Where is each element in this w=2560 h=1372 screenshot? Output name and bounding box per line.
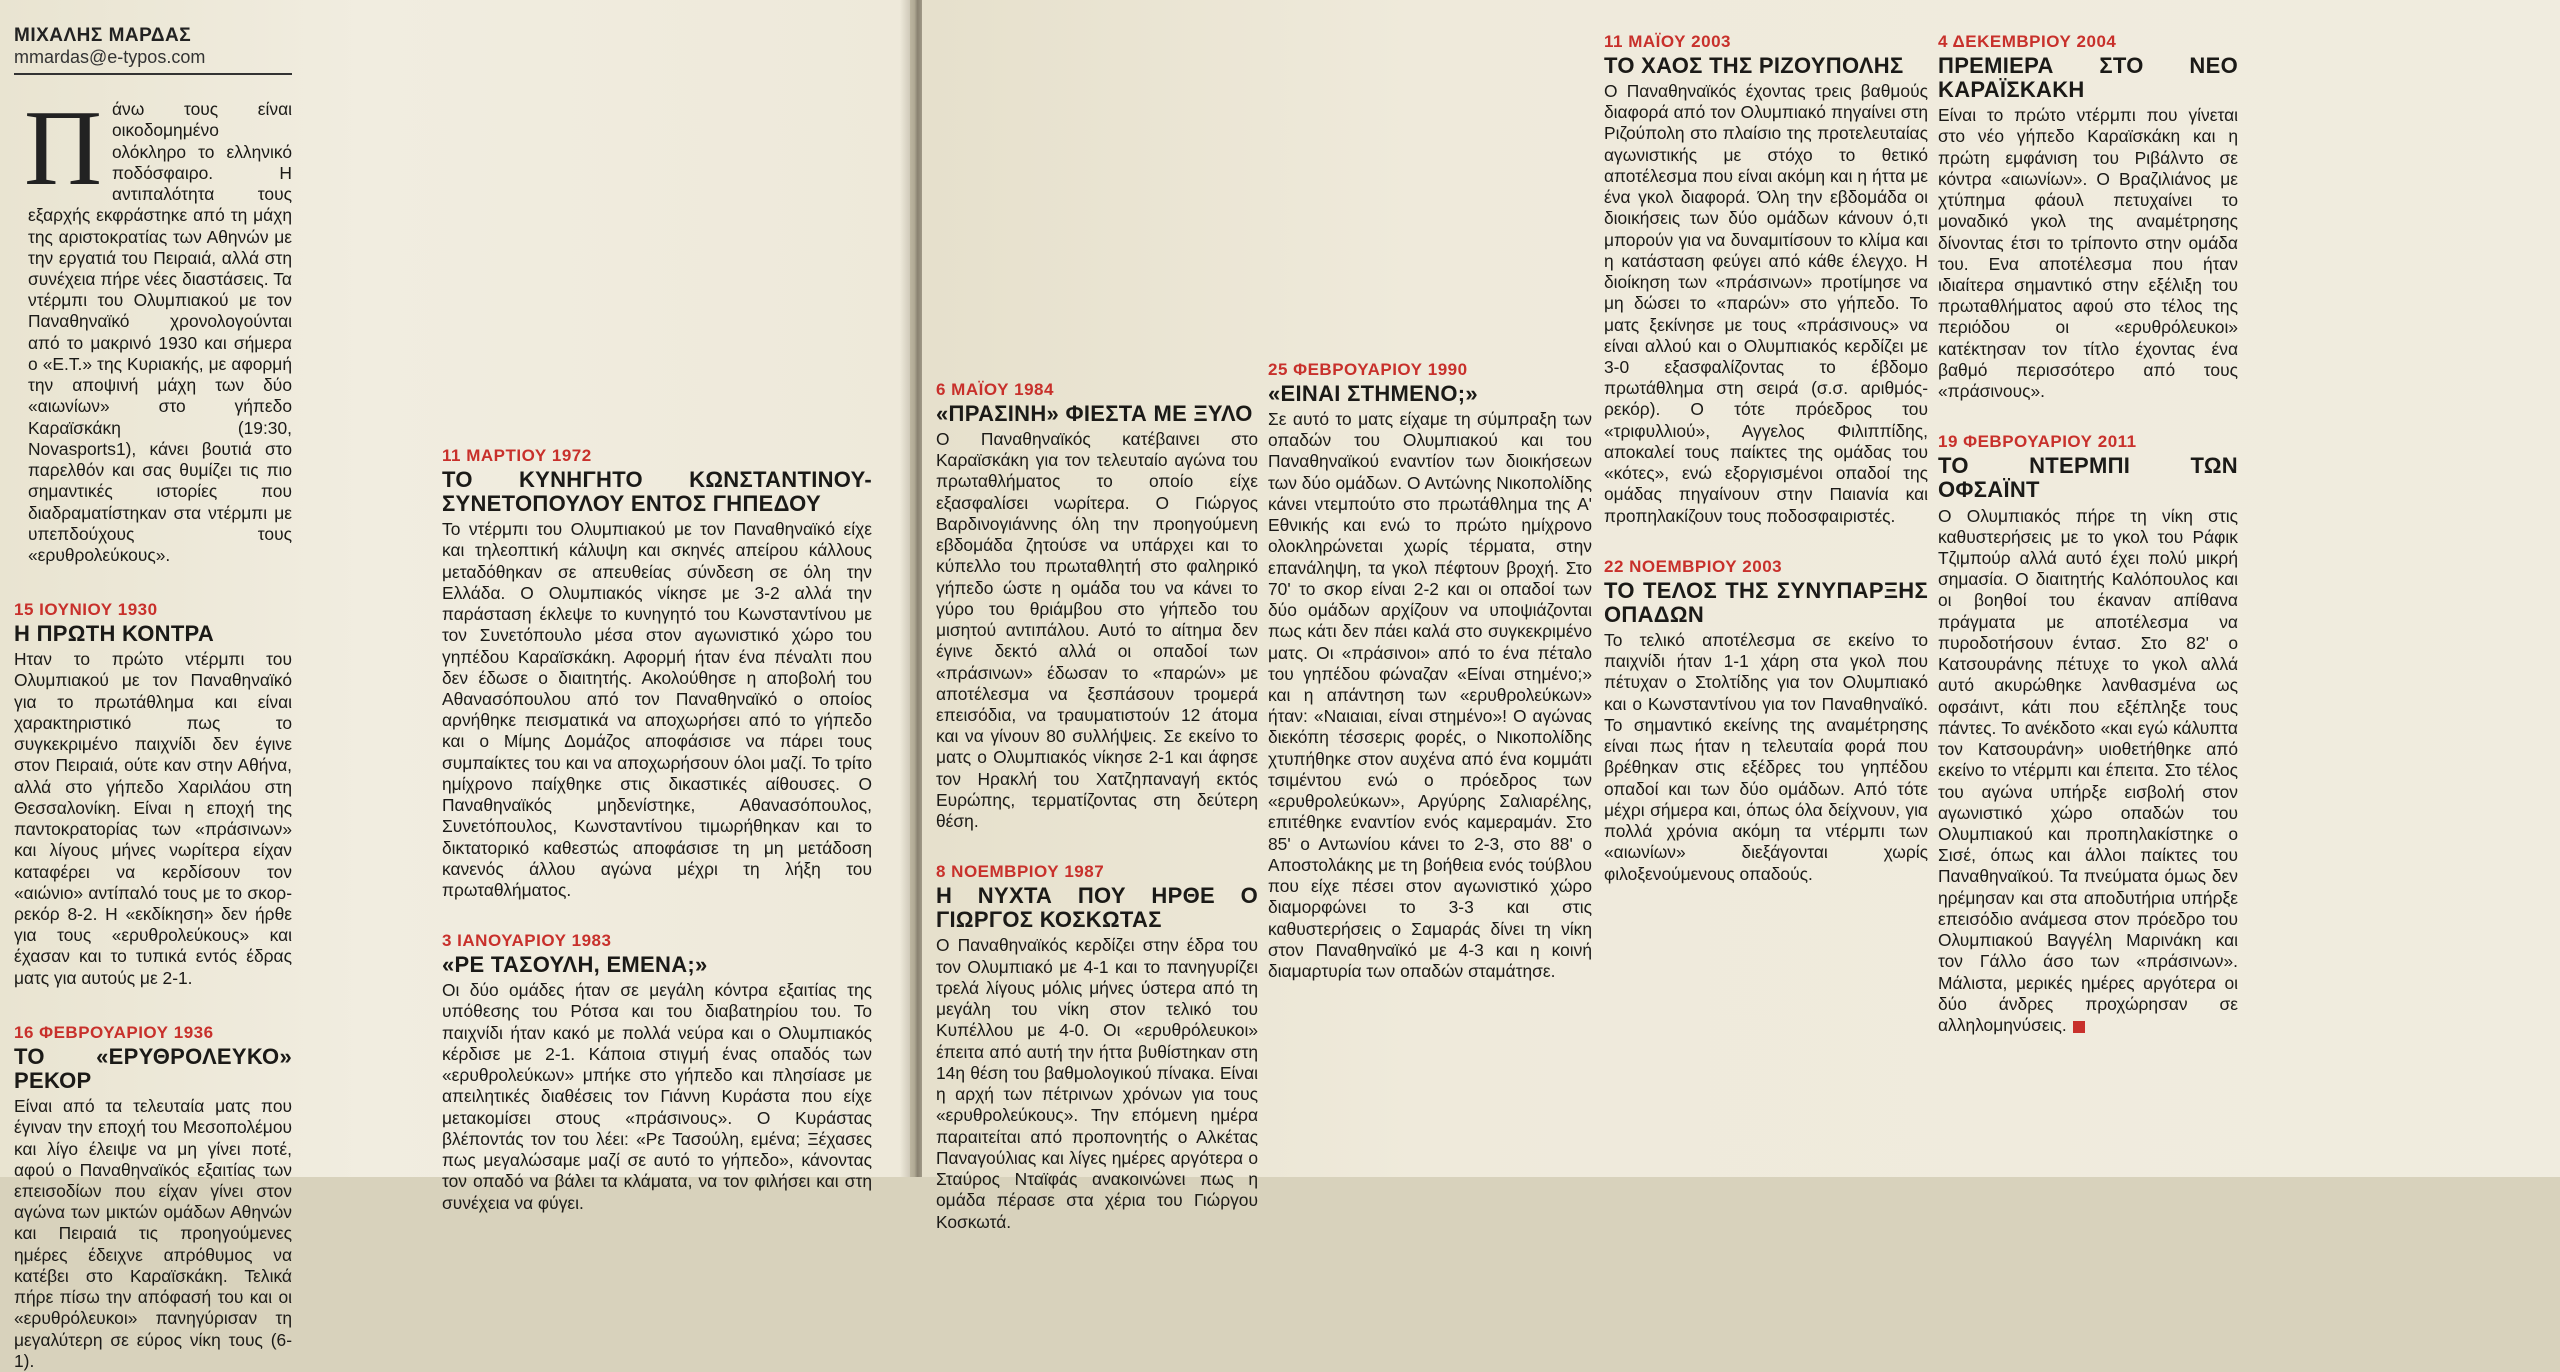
section-1990 (1268, 360, 1592, 982)
section-date: 11 ΜΑΡΤΙΟΥ 1972 (442, 446, 592, 465)
section-text: Ο Παναθηναϊκός κατέβαινει στο Καραϊσκάκη για τον τελευταίο αγώνα του πρωταθλήματος το οποίο είχε εξασφαλίσει νωρίτερα. Ο Γιώργος Βαρδινογιάννης όλη την προηγούμενη εβδομάδα ζητούσε να υπάρχει και το κύπελλο του πρωταθλητή στο φαληρικό γήπεδο ώστε η ομάδα του να κάνει το γύρο του θριάμβου στο γήπεδο του μισητού αντιπάλου. Αυτό το αίτημα δεν έγινε δεκτό αλλά οι οπαδοί των «πράσινων» έδωσαν το «παρών» με αποτέλεσμα να ξεσπάσουν τρομερά επεισόδια, να τραυματιστούν 12 άτομα και να γίνουν 80 συλλήψεις. Σε εκείνο το ματς ο Ολυμπιακός νίκησε 2-1 και άφησε τον Ηρακλή του Χατζηπαναγή εκτός Ευρώπης, τερματίζοντας στη δεύτερη θέση. (936, 428, 1258, 832)
section-text: Είναι το πρώτο ντέρμπι που γίνεται στο νέο γήπεδο Καραϊσκάκη και η πρώτη εμφάνιση του Ριβάλντο σε κόντρα «αιωνίων». Ο Βραζιλιάνος με χτύπημα φάουλ πετυχαίνει το μοναδικό γκολ της αναμέτρησης δίνοντας έτσι το τρίποντο στην ομάδα του. Ενα αποτέλεσμα που ήταν ιδιαίτερα σημαντικό στην εξέλιξη του πρωταθλήματος αφού στο τέλος της περιόδου οι «ερυθρόλευκοι» κατέκτησαν τον τίτλο έχοντας ένα βαθμό περισσότερο από τους «πράσινους». (1938, 105, 2238, 402)
section-date: 11 ΜΑΪΟΥ 2003 (1604, 32, 1731, 51)
section-date: 6 ΜΑΪΟΥ 1984 (936, 380, 1054, 399)
section-1983 (442, 931, 872, 1214)
section-title: ΤΟ ΚΥΝΗΓΗΤΟ ΚΩΝΣΤΑΝΤΙΝΟΥ-ΣΥΝΕΤΟΠΟΥΛΟΥ ΕΝΤΟΣ ΓΗΠΕΔΟΥ (442, 466, 872, 516)
intro-text: άνω τους είναι οικοδομημένο ολόκληρο το ελληνικό ποδόσφαιρο. Η αντιπαλότητα τους εξαρχής εκφράστηκε από τη μάχη της αριστοκρατίας των Αθηνών με την εργατιά του Πειραιά, αλλά στη συνέχεια πήρε νέες διαστάσεις. Τα ντέρμπι του Ολυμπιακού με τον Παναθηναϊκό χρονολογούνται από το μακρινό 1930 και σήμερα ο «Ε.Τ.» της Κυριακής, με αφορμή την αποψινή μάχη των δύο «αιωνίων» στο γήπεδο Καραϊσκάκη (19:30, Novasports1), κάνει βουτιά στο παρελθόν και σας θυμίζει τις πιο σημαντικές ιστορίες που διαδραματίστηκαν στα ντέρμπι με υπεπδούχους τους «ερυθρολεύκους». (28, 99, 292, 566)
drop-cap: Π (24, 89, 102, 209)
section-title: Η ΝΥΧΤΑ ΠΟΥ ΗΡΘΕ Ο ΓΙΩΡΓΟΣ ΚΟΣΚΩΤΑΣ (936, 883, 1258, 933)
section-2003-may (1604, 32, 1928, 527)
section-date: 15 ΙΟΥΝΙΟΥ 1930 (14, 600, 158, 620)
column-3 (936, 30, 1258, 1232)
section-text: Το ντέρμπι του Ολυμπιακού με τον Παναθηναϊκό είχε και τηλεοπτική κάλυψη και σκηνές απείρου κάλλους μεταδόθηκαν σε απευθείας σύνδεση σε όλη την Ελλάδα. Ο Ολυμπιακός νίκησε με 3-2 αλλά την παράσταση έκλεψε το κυνηγητό του Κωνσταντίνου με τον Συνετόπουλο μέσα στον αγωνιστικό χώρο του γηπέδου Καραϊσκάκη. Αφορμή ήταν ένα πέναλτι που δεν έδωσε ο διαιτητής. Ακολούθησε η αποβολή του Αθανασόπουλου από τον Παναθηναϊκό ο οποίος αρνήθηκε πεισματικά να αποχωρήσει από το γήπεδο και ο Μίμης Δομάζος αποφάσισε να πάρει τους συμπαίκτες του και να αποχωρήσουν όλοι μαζί. Το τρίτο ημίχρονο παίχθηκε στις δικαστικές αίθουσες. Ο Παναθηναϊκός μηδενίστηκε, Αθανασόπουλος, Συνετόπουλος, Κωνσταντίνου τιμωρήθηκαν και το δικτατορικό καθεστώς αποφάσισε τη μη μετάδοση κανενός άλλου αγώνα μέχρι τη λήξη του πρωταθλήματος. (442, 519, 872, 901)
section-title: «ΡΕ ΤΑΣΟΥΛΗ, ΕΜΕΝΑ;» (442, 952, 708, 978)
intro (14, 89, 292, 566)
section-2011 (1938, 432, 2238, 1036)
section-title: ΤΟ ΝΤΕΡΜΠΙ ΤΩΝ ΟΦΣΑΪΝΤ (1938, 453, 2238, 503)
section-1987 (936, 862, 1258, 1232)
section-text: Σε αυτό το ματς είχαμε τη σύμπραξη των οπαδών του Ολυμπιακού και του Παναθηναϊκού εναντίον των διοικήσεων των δύο ομάδων. Ο Αντώνης Νικοπολίδης κάνει ντεμπούτο στο πρωτάθλημα της Α' Εθνικής και ενώ το πρώτο ημίχρονο ολοκληρώνεται χωρίς τέρματα, στην επανάληψη, τα γκολ πέφτουν βροχή. Στο 70' το σκορ είναι 2-2 και οι οπαδοί των δύο ομάδων αρχίζουν να υποψιάζονται πως κάτι δεν πάει καλά στο συγκεκριμένο ματς. Οι «πράσινοι» από το ένα πέταλο του γηπέδου φώναζαν «Είναι στημένο;» και η απάντηση των «ερυθρολεύκων» ήταν: «Ναιαιαι, είναι στημένο»! Ο αγώνας διεκόπη τέσσερις φορές, ο Νικοπολίδης χτυπήθηκε στον αυχένα από ένα κομμάτι τσιμέντου ενώ ο πρόεδρος των «ερυθρολεύκων», Αργύρης Σαλιαρέλης, επιτέθηκε εναντίον ενός καμεραμάν. Στο 85' ο Αντωνίου κάνει το 2-3, στο 88' ο Αποστολάκης με τη βοήθεια ενός τούβλου που είχε πέσει στον αγωνιστικό χώρο διαμορφώνει το 3-3 και στις καθυστερήσεις ο Σαμαράς δίνει τη νίκη στον Παναθηναϊκό με 4-3 και η κοινή διαμαρτυρία των οπαδών σταμάτησε. (1268, 408, 1592, 982)
section-date: 25 ΦΕΒΡΟΥΑΡΙΟΥ 1990 (1268, 360, 1468, 379)
section-date: 8 ΝΟΕΜΒΡΙΟΥ 1987 (936, 862, 1105, 882)
section-title: ΤΟ «ΕΡΥΘΡΟΛΕΥΚΟ» ΡΕΚΟΡ (14, 1043, 292, 1093)
section-title: ΤΟ ΤΕΛΟΣ ΤΗΣ ΣΥΝΥΠΑΡΞΗΣ ΟΠΑΔΩΝ (1604, 577, 1928, 627)
section-text-body: Ο Ολυμπιακός πήρε τη νίκη στις καθυστερήσεις με το γκολ του Ράφικ Τζιμπούρ αλλά αυτό έχει πολύ μικρή σημασία. Ο διαιτητής Καλόπουλος και οι βοηθοί του έκαναν απίθανα πράγματα με αποτέλεσμα να πυροδοτήσουν έντασ. Στο 82' ο Κατσουράνης πέτυχε το γκολ αλλά αυτό ακυρώθηκε λανθασμένα ως οφσάιντ, κάτι που εξέπληξε τους πάντες. Το ανέκδοτο «και εγώ κάλυπτα τον Κατσουράνη» υιοθετήθηκε από εκείνο το ντέρμπι και έπειτα. Στο τέλος του αγώνα υπήρξε εισβολή στον αγωνιστικό χώρο οπαδών του Ολυμπιακού και προπηλακίστηκε ο Σισέ, όπως και άλλοι παίκτες του Παναθηναϊκού. Τα πνεύματα όμως δεν ηρέμησαν και στα αποδυτήρια υπήρξε επεισόδιο ανάμεσα στον πρόεδρο του Ολυμπιακού Βαγγέλη Μαρινάκη και τον Γάλλο άσο των «πράσινων». Μάλιστα, μερικές ημέρες αργότερα οι δύο άνδρες προχώρησαν σε αλληλομηνύσεις. (1938, 505, 2238, 1036)
section-text: Ο Παναθηναϊκός κερδίζει στην έδρα του τον Ολυμπιακό με 4-1 και το πανηγυρίζει τρελά λίγους μόλις μήνες ύστερα από τη μεγάλη του νίκη στον τελικό του Κυπέλλου με 4-0. Οι «ερυθρόλευκοι» έπειτα από αυτή την ήττα βυθίστηκαν στη 14η θέση του βαθμολογικού πίνακα. Είναι η αρχή των πέτρινων χρόνων για τους «ερυθρολεύκους». Την επόμενη ημέρα παραιτείται από προπονητής ο Αλκέτας Παναγούλιας και λίγες ημέρες αργότερα ο Σταύρος Νταϊφάς ανακοινώνει πως η ομάδα πέρασε στα χέρια του Γιώργου Κοσκωτά. (936, 935, 1258, 1232)
section-date: 22 ΝΟΕΜΒΡΙΟΥ 2003 (1604, 556, 1783, 576)
section-text: Το τελικό αποτέλεσμα σε εκείνο το παιχνίδι ήταν 1-1 χάρη στα γκολ που πέτυχαν ο Στολτίδης για τον Ολυμπιακό και ο Κωνσταντίνου για τον Παναθηναϊκό. Το σημαντικό εκείνης της αναμέτρησης είναι πως ήταν η τελευταία φορά που βρέθηκαν στις εξέδρες του γηπέδου οπαδοί και των δύο ομάδων. Από τότε μέχρι σήμερα και, όπως όλα δείχνουν, για πολλά χρόνια ακόμη τα ντέρμπι των «αιωνίων» διεξάγονται χωρίς φιλοξενούμενους οπαδούς. (1604, 629, 1928, 884)
section-text: Ο Παναθηναϊκός έχοντας τρεις βαθμούς διαφορά από τον Ολυμπιακό πηγαίνει στη Ριζούπολη στο πλαίσιο της προτελευταίας αγωνιστικής με στόχο το θετικό αποτέλεσμα που είναι ακόμη και η ήττα με ένα γκολ διαφορά. Όλη την εβδομάδα οι διοικήσεις των δύο ομάδων κάνουν ό,τι μπορούν για να δυναμιτίσουν το κλίμα και η κατάσταση φεύγει από κάθε έλεγχο. Η διοίκηση των «πράσινων» προτίμησε να μη δώσει το «παρών» στο γήπεδο. Το ματς ξεκίνησε με τους «πράσινους» να είναι αλλού και ο Ολυμπιακός κερδίζει με 3-0 εξασφαλίζοντας το έβδομο πρωτάθλημα στη σειρά (σ.σ. αριθμός-ρεκόρ). Ο τότε πρόεδρος του «τριφυλλιού», Αγγελος Φιλιππίδης, αποκαλεί τους παίκτες της ομάδας του «κότες», ενώ εξοργισμένοι οπαδοί της ομάδας πηγαίνουν στην Παιανία και προπηλακίζουν τους ποδοσφαιριστές. (1604, 80, 1928, 526)
column-2 (442, 30, 872, 1213)
section-text (1938, 506, 2238, 1037)
column-5 (1604, 30, 1928, 1171)
section-title: «ΕΙΝΑΙ ΣΤΗΜΕΝΟ;» (1268, 380, 1478, 406)
right-page (922, 0, 2560, 1232)
author-email: mmardas@e-typos.com (14, 47, 206, 68)
section-title: ΠΡΕΜΙΕΡΑ ΣΤΟ ΝΕΟ ΚΑΡΑΪΣΚΑΚΗ (1938, 52, 2238, 102)
section-2004 (1938, 32, 2238, 402)
section-text: Ηταν το πρώτο ντέρμπι του Ολυμπιακού με τον Παναθηναϊκό για το πρωτάθλημα και είναι χαρακτηριστικό πως το συγκεκριμένο παιχνίδι δεν έγινε στον Πειραιά, ούτε καν στην Αθήνα, αλλά στο γήπεδο Χαριλάου στη Θεσσαλονίκη. Είναι η εποχή της παντοκρατορίας των «πράσινων» και λίγους μήνες νωρίτερα είχαν καταφέρει να κερδίσουν τον «αιώνιο» αντίπαλό τους με το σκορ-ρεκόρ 8-2. Η «εκδίκηση» δεν ήρθε για τους «ερυθρολεύκους» και έχασαν και το τυπικά εντός έδρας ματς για αυτούς με 2-1. (14, 649, 292, 988)
author-name: ΜΙΧΑΛΗΣ ΜΑΡΔΑΣ (14, 25, 192, 46)
section-text: Οι δύο ομάδες ήταν σε μεγάλη κόντρα εξαιτίας της υπόθεσης του Ρότσα και του διαβατηρίου του. Το παιχνίδι ήταν κακό με πολλά νεύρα και ο Ολυμπιακός κέρδισε με 2-1. Κάποια στιγμή ένας οπαδός των «ερυθρολεύκων» μπήκε στο γήπεδο και πλησίασε με απειλητικές διαθέσεις τον Γιάννη Κυράστα που είχε μετακομίσει στους «πράσινους». Ο Κυράστας βλέποντάς τον του λέει: «Ρε Τασούλη, εμένα; Ξέχασες πως μεγαλώσαμε μαζί σε αυτό το γήπεδο», κάνοντας τον οπαδό να βάλει τα κλάματα, να τον φιλήσει και στη συνέχεια να φύγει. (442, 980, 872, 1213)
section-date: 3 ΙΑΝΟΥΑΡΙΟΥ 1983 (442, 931, 612, 951)
column-6 (1938, 30, 2238, 1171)
section-text: Είναι από τα τελευταία ματς που έγιναν την εποχή του Μεσοπολέμου και λίγο έλειψε να μη γίνει ποτέ, αφού ο Παναθηναϊκός εξαιτίας των επεισοδίων που είχαν γίνει στον αγώνα των μικτών ομάδων Αθηνών και Πειραιά τις προηγούμενες ημέρες έδειχνε απρόθυμος να κατέβει στο Καραϊσκάκη. Τελικά πήρε πίσω την απόφασή του και οι «ερυθρόλευκοι» πανηγύρισαν τη μεγαλύτερη σε εύρος νίκη τους (6-1). (14, 1096, 292, 1371)
left-page (0, 0, 910, 1371)
section-date: 16 ΦΕΒΡΟΥΑΡΙΟΥ 1936 (14, 1022, 214, 1042)
byline (14, 24, 292, 69)
section-1936 (14, 1023, 292, 1372)
section-1984 (936, 380, 1258, 832)
section-date: 19 ΦΕΒΡΟΥΑΡΙΟΥ 2011 (1938, 432, 2137, 452)
section-1930 (14, 600, 292, 989)
section-title: «ΠΡΑΣΙΝΗ» ΦΙΕΣΤΑ ΜΕ ΞΥΛΟ (936, 400, 1253, 426)
section-title: Η ΠΡΩΤΗ ΚΟΝΤΡΑ (14, 621, 215, 647)
section-1972 (442, 446, 872, 901)
byline-rule (14, 73, 292, 75)
column-4 (1268, 30, 1592, 1171)
section-title: ΤΟ ΧΑΟΣ ΤΗΣ ΡΙΖΟΥΠΟΛΗΣ (1604, 52, 1904, 78)
section-2003-nov (1604, 557, 1928, 885)
end-of-article-square (2073, 1021, 2085, 1033)
column-1 (14, 25, 292, 1371)
section-date: 4 ΔΕΚΕΜΒΡΙΟΥ 2004 (1938, 32, 2117, 51)
